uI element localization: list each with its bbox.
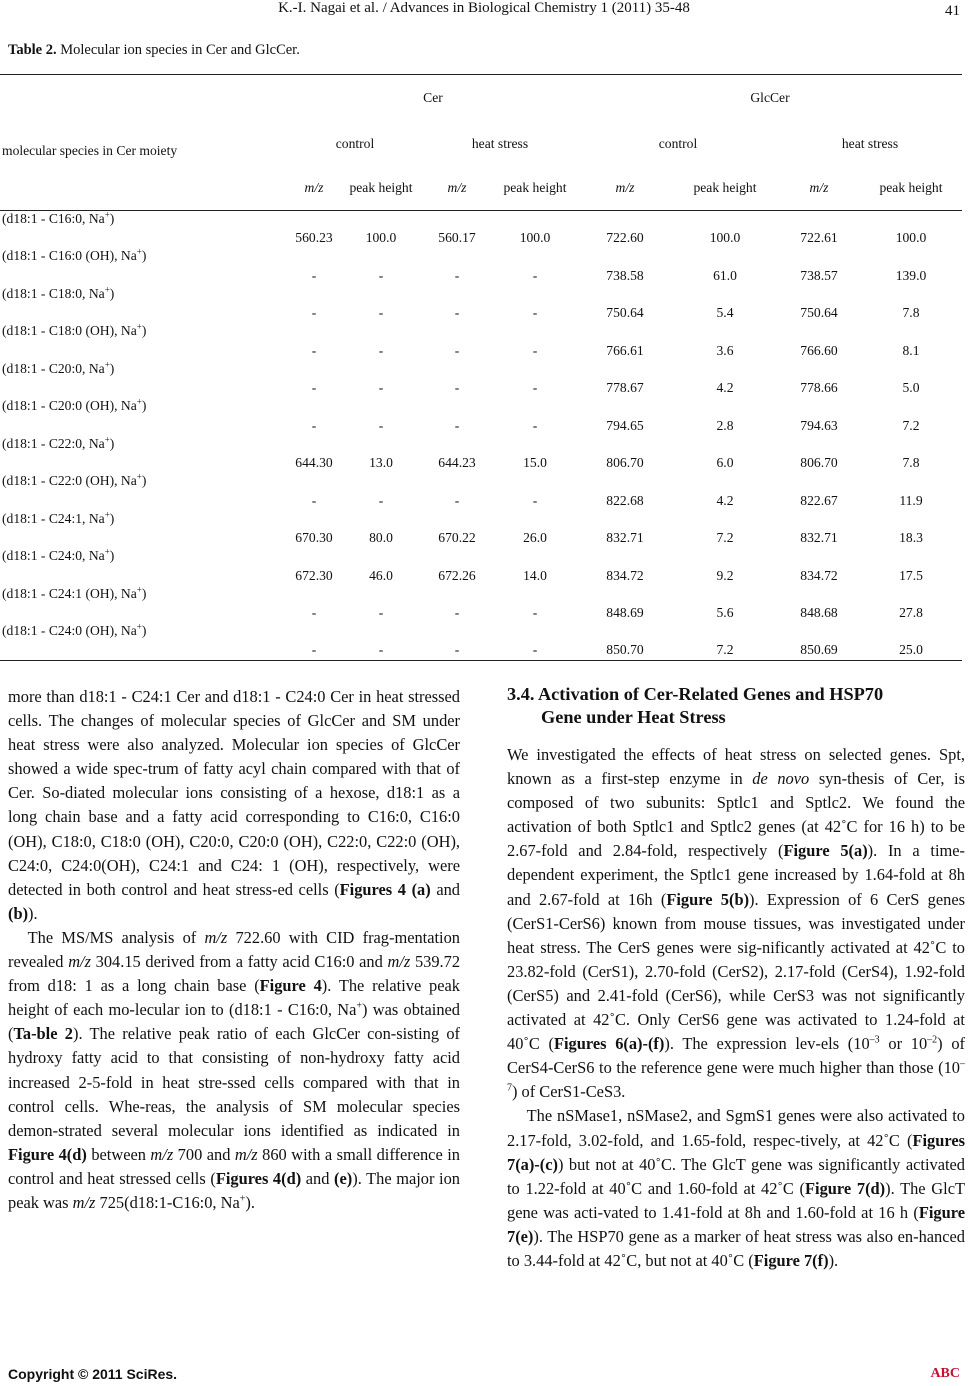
mz-cell: - <box>454 342 460 358</box>
peak-height-cell: - <box>378 605 384 620</box>
peak-height-cell: 8.1 <box>902 342 920 358</box>
peak-height-cell: - <box>532 417 538 433</box>
species-cell: (d18:1 - C24:0 (OH), Na+) <box>2 621 147 638</box>
mz-cell: 644.30 <box>295 455 333 470</box>
paragraph: We investigated the effects of heat stress on selected genes. Spt, known as a first-step enzyme in de novo syn-thesis of Cer, is composed of two subunits: Sptlc1 and Sptlc2. We found the activation of both Sptlc1 and Sptlc2 genes (at 42˚C for 16 h) to be 2.67-fold and 2.84-fold, respectively (Figure 5(a)). In a time-dependent experiment, the Sptlc1 gene increased by 1.64-fold at 8h and 2.67-fold at 16h (Figure 5(b)). Expression of 6 CerS genes (CerS1-CerS6) known from mouse tissues, was investigated under heat stress. The CerS genes were sig-nificantly activated at 42˚C to 23.82-fold (CerS1), 2.70-fold (CerS2), 2.17-fold (CerS4), 1.92-fold (CerS5) and 2.41-fold (CerS6), while CerS3 was not significantly activated at 42˚C. Only CerS6 gene was activated to 1.24-fold at 40˚C (Figures 6(a)-(f)). The expression lev-els ($10^{-3}$ or $10^{-2}$) of CerS4-CerS6 to the reference gene were much higher than those $(10^{-7})$ of CerS1-CeS3. <box>507 745 965 1102</box>
table-row <box>0 286 962 324</box>
peak-height-cell: 3.6 <box>716 342 734 358</box>
condition-header: heat stress <box>471 135 529 151</box>
figure-reference: Figure 4(d) <box>8 1144 87 1164</box>
table-row <box>0 323 962 361</box>
mz-cell: 806.70 <box>606 455 644 470</box>
table-body <box>0 211 962 661</box>
mz-cell: 672.30 <box>295 567 333 583</box>
peak-height-cell: 26.0 <box>523 530 547 545</box>
mz-cell: 670.22 <box>438 530 476 545</box>
peak-height-cell: 18.3 <box>899 530 923 545</box>
peak-height-cell: - <box>532 305 538 320</box>
mz-cell: 672.26 <box>438 567 476 583</box>
mz-cell: - <box>311 380 317 395</box>
mz-cell: 766.61 <box>606 342 644 358</box>
mz-cell: 738.57 <box>800 267 838 283</box>
peak-height-cell: 27.8 <box>899 605 923 620</box>
mz-cell: 794.65 <box>606 417 644 433</box>
mz-cell: 834.72 <box>800 567 838 583</box>
mz-cell: 722.60 <box>606 230 644 245</box>
table-row <box>0 623 962 661</box>
copyright-notice: Copyright © 2011 SciRes. <box>8 1366 178 1382</box>
species-cell: (d18:1 - C24:1 (OH), Na+) <box>2 583 147 601</box>
molecular-ion-table <box>0 74 962 661</box>
mz-cell: - <box>454 380 460 395</box>
mz-cell: - <box>454 305 460 320</box>
mz-cell: 850.69 <box>800 642 838 657</box>
mz-cell: - <box>311 605 317 620</box>
running-title: K.-I. Nagai et al. / Advances in Biological Chemistry 1 (2011) 35-48 <box>278 0 690 16</box>
mz-cell: 832.71 <box>606 530 644 545</box>
figure-reference: Figure 5(b) <box>666 889 750 909</box>
mz-cell: - <box>311 642 317 657</box>
page-number: 41 <box>945 3 960 19</box>
table-row <box>0 548 962 586</box>
peak-height-cell: 5.0 <box>902 380 920 395</box>
peak-height-cell: - <box>378 267 384 283</box>
mz-cell: 848.68 <box>800 605 838 620</box>
figure-reference: Figure 5(a) <box>783 841 868 861</box>
mz-cell: - <box>311 267 317 283</box>
figure-reference: Figures 4(d) <box>215 1168 302 1188</box>
peak-height-cell: 7.8 <box>902 305 920 320</box>
table-row <box>0 398 962 436</box>
figure-reference: Figure 7(e) <box>507 1202 965 1246</box>
mz-cell: 560.17 <box>438 230 476 245</box>
mz-column-header: m/z <box>304 180 324 196</box>
figure-reference: Figure 7(f) <box>753 1250 829 1270</box>
peak-height-cell: - <box>378 642 384 657</box>
peak-height-cell: 15.0 <box>523 455 547 470</box>
species-cell: (d18:1 - C24:1, Na+) <box>2 508 115 526</box>
peak-height-cell: - <box>532 492 538 508</box>
table-row <box>0 436 962 474</box>
peak-height-cell: - <box>378 342 384 358</box>
figure-reference: Figures 4 (a) <box>339 879 431 899</box>
mz-cell: 750.64 <box>606 305 644 320</box>
peak-height-cell: 5.4 <box>716 305 734 320</box>
mz-cell: 848.69 <box>606 605 644 620</box>
mz-cell: 794.63 <box>800 417 838 433</box>
mz-cell: 766.60 <box>800 342 838 358</box>
mz-cell: 750.64 <box>800 305 838 320</box>
peak-height-cell: 5.6 <box>716 605 734 620</box>
peak-height-cell: 25.0 <box>899 642 923 657</box>
figure-reference: (e) <box>334 1168 353 1188</box>
peak-height-cell: 13.0 <box>369 455 393 470</box>
mz-cell: - <box>454 642 460 657</box>
peak-height-cell: 17.5 <box>899 567 923 583</box>
condition-header: control <box>658 135 698 151</box>
table-caption-text: Molecular ion species in Cer and GlcCer. <box>56 42 300 58</box>
species-cell: (d18:1 - C18:0 (OH), Na+) <box>2 321 147 338</box>
mz-cell: - <box>311 342 317 358</box>
peak-height-cell: 4.2 <box>716 380 734 395</box>
mz-cell: 832.71 <box>800 530 838 545</box>
table-caption <box>8 42 300 59</box>
species-cell: (d18:1 - C22:0 (OH), Na+) <box>2 471 147 488</box>
group-header-glccer: GlcCer <box>750 89 790 105</box>
left-text-column <box>8 685 460 1215</box>
mz-cell: 850.70 <box>606 642 644 657</box>
mz-column-header: m/z <box>809 180 829 196</box>
peak-height-cell: - <box>532 267 538 283</box>
species-cell: (d18:1 - C20:0 (OH), Na+) <box>2 396 147 413</box>
peak-height-cell: - <box>378 492 384 508</box>
peak-height-cell: 46.0 <box>369 567 393 583</box>
peak-height-cell: - <box>532 342 538 358</box>
mz-cell: 834.72 <box>606 567 644 583</box>
mz-column-header: m/z <box>615 180 635 196</box>
mz-cell: - <box>311 417 317 433</box>
mz-cell: 670.30 <box>295 530 333 545</box>
peak-height-cell: 7.2 <box>902 417 920 433</box>
peak-height-cell: 7.2 <box>716 642 734 657</box>
mz-cell: 644.23 <box>438 455 476 470</box>
species-cell: (d18:1 - C18:0, Na+) <box>2 283 115 301</box>
peak-height-cell: 61.0 <box>713 267 737 283</box>
peak-height-cell: 7.8 <box>902 455 920 470</box>
peak-height-cell: 9.2 <box>716 567 734 583</box>
table-row <box>0 211 962 249</box>
peak-height-cell: 139.0 <box>895 267 927 283</box>
species-cell: (d18:1 - C22:0, Na+) <box>2 433 115 451</box>
mz-cell: - <box>454 605 460 620</box>
table-row <box>0 361 962 399</box>
mz-cell: 722.61 <box>800 230 838 245</box>
figure-reference: Figures 6(a)-(f) <box>553 1034 665 1054</box>
section-heading: 3.4. Activation of Cer-Related Genes and HSP70 Gene under Heat Stress <box>507 684 884 727</box>
species-cell: (d18:1 - C20:0, Na+) <box>2 358 115 376</box>
condition-header: control <box>335 135 375 151</box>
mz-cell: - <box>454 492 460 508</box>
mz-cell: - <box>454 267 460 283</box>
peak-height-cell: - <box>532 642 538 657</box>
peak-height-cell: 100.0 <box>365 230 397 245</box>
peak-height-cell: - <box>378 417 384 433</box>
peak-height-cell: 6.0 <box>716 455 734 470</box>
table-reference: Ta-ble 2 <box>13 1024 73 1044</box>
peak-height-cell: - <box>378 380 384 395</box>
mz-column-header: m/z <box>447 180 467 196</box>
figure-reference: (b) <box>8 903 29 923</box>
peak-height-column-header: peak height <box>693 180 757 196</box>
species-cell: (d18:1 - C24:0, Na+) <box>2 546 115 563</box>
table-row <box>0 473 962 511</box>
species-column-header: molecular species in Cer moiety <box>2 142 178 158</box>
peak-height-cell: 2.8 <box>716 417 734 433</box>
figure-reference: Figure 7(d) <box>805 1178 886 1198</box>
mz-cell: 778.66 <box>800 380 838 395</box>
peak-height-cell: - <box>532 605 538 620</box>
paragraph: more than d18:1 - C24:1 Cer and d18:1 - C24:0 Cer in heat stressed cells. The changes of molecular species of GlcCer and SM under heat stress were also analyzed. Molecular ion species of GlcCer showed a wide spec-trum of fatty acyl chain compared with that of Cer. So-diated molecular ions consisting of a hexose, d18:1 as a long chain base and a fatty acid corresponding to C16:0, C16:0 (OH), C18:0, C18:0 (OH), C20:0, C20:0 (OH), C22:0, C22:0 (OH), C24:0, C24:0(OH), C24:1 and C24: 1 (OH), respectively, were detected in both control and heat stress-ed cells (Figures 4 (a) and (b)). <box>8 687 461 923</box>
table-row <box>0 586 962 624</box>
peak-height-cell: 4.2 <box>716 492 734 508</box>
right-text-column <box>507 683 965 1273</box>
peak-height-cell: 11.9 <box>899 492 923 508</box>
mz-cell: 822.68 <box>606 492 644 508</box>
peak-height-cell: - <box>378 305 384 320</box>
table-row <box>0 511 962 549</box>
table-row <box>0 248 962 286</box>
figure-reference: Figure 4 <box>259 976 322 996</box>
mz-cell: 822.67 <box>800 492 838 508</box>
table-caption-label: Table 2. <box>8 42 57 58</box>
condition-header: heat stress <box>841 135 899 151</box>
mz-cell: 560.23 <box>295 230 333 245</box>
page-header <box>0 0 968 24</box>
mz-cell: - <box>311 305 317 320</box>
mz-cell: 738.58 <box>606 267 644 283</box>
peak-height-column-header: peak height <box>879 180 943 196</box>
peak-height-column-header: peak height <box>503 180 567 196</box>
paragraph: The nSMase1, nSMase2, and SgmS1 genes were also activated to 2.17-fold, 3.02-fold, and 1.65-fold, respec-tively, at 42˚C (Figures 7(a)-(c)) but not at 40˚C. The GlcT gene was significantly activated to 1.22-fold at 40˚C and 1.60-fold at 42˚C (Figure 7(d)). The GlcT gene was acti-vated to 1.41-fold at 8h and 1.60-fold at 16 h (Figure 7(e)). The HSP70 gene as a marker of heat stress was also en-hanced to 3.44-fold at 42˚C, but not at 40˚C (Figure 7(f)). <box>507 1106 965 1270</box>
peak-height-cell: 7.2 <box>716 530 734 545</box>
species-cell: (d18:1 - C16:0 (OH), Na+) <box>2 246 147 263</box>
mz-cell: 806.70 <box>800 455 838 470</box>
species-cell: (d18:1 - C16:0, Na+) <box>2 209 115 226</box>
journal-abbreviation: ABC <box>930 1366 960 1381</box>
peak-height-cell: 80.0 <box>369 530 393 545</box>
figure-reference: Figures 7(a)-(c) <box>507 1130 965 1174</box>
peak-height-cell: 14.0 <box>523 567 547 583</box>
peak-height-cell: 100.0 <box>519 230 551 245</box>
peak-height-column-header: peak height <box>349 180 413 196</box>
mz-cell: 778.67 <box>606 380 644 395</box>
paragraph: The MS/MS analysis of m/z 722.60 with CID frag-mentation revealed m/z 304.15 derived from a fatty acid C16:0 and m/z 539.72 from d18: 1 as a long chain base (Figure 4). The relative peak height of each mo-lecular ion to (d18:1 - C16:0, Na+) was obtained (Ta-ble 2). The relative peak ratio of each GlcCer con-sisting of hydroxy fatty acid to that consisting of non-hydroxy fatty acid increased 2-5-fold in heat stre-ssed cells compared with that in control cells. Whe-reas, the analysis of SM molecular species demon-strated several molecular ions identified as indicated in Figure 4(d) between m/z 700 and m/z 860 with a small difference in control and heat stressed cells (Figures 4(d) and (e)). The major ion peak was m/z 725(d18:1-C16:0, Na+). <box>8 927 461 1212</box>
peak-height-cell: 100.0 <box>895 230 927 245</box>
group-header-cer: Cer <box>423 89 443 105</box>
peak-height-cell: 100.0 <box>709 230 741 245</box>
mz-cell: - <box>311 492 317 508</box>
mz-cell: - <box>454 417 460 433</box>
peak-height-cell: - <box>532 380 538 395</box>
